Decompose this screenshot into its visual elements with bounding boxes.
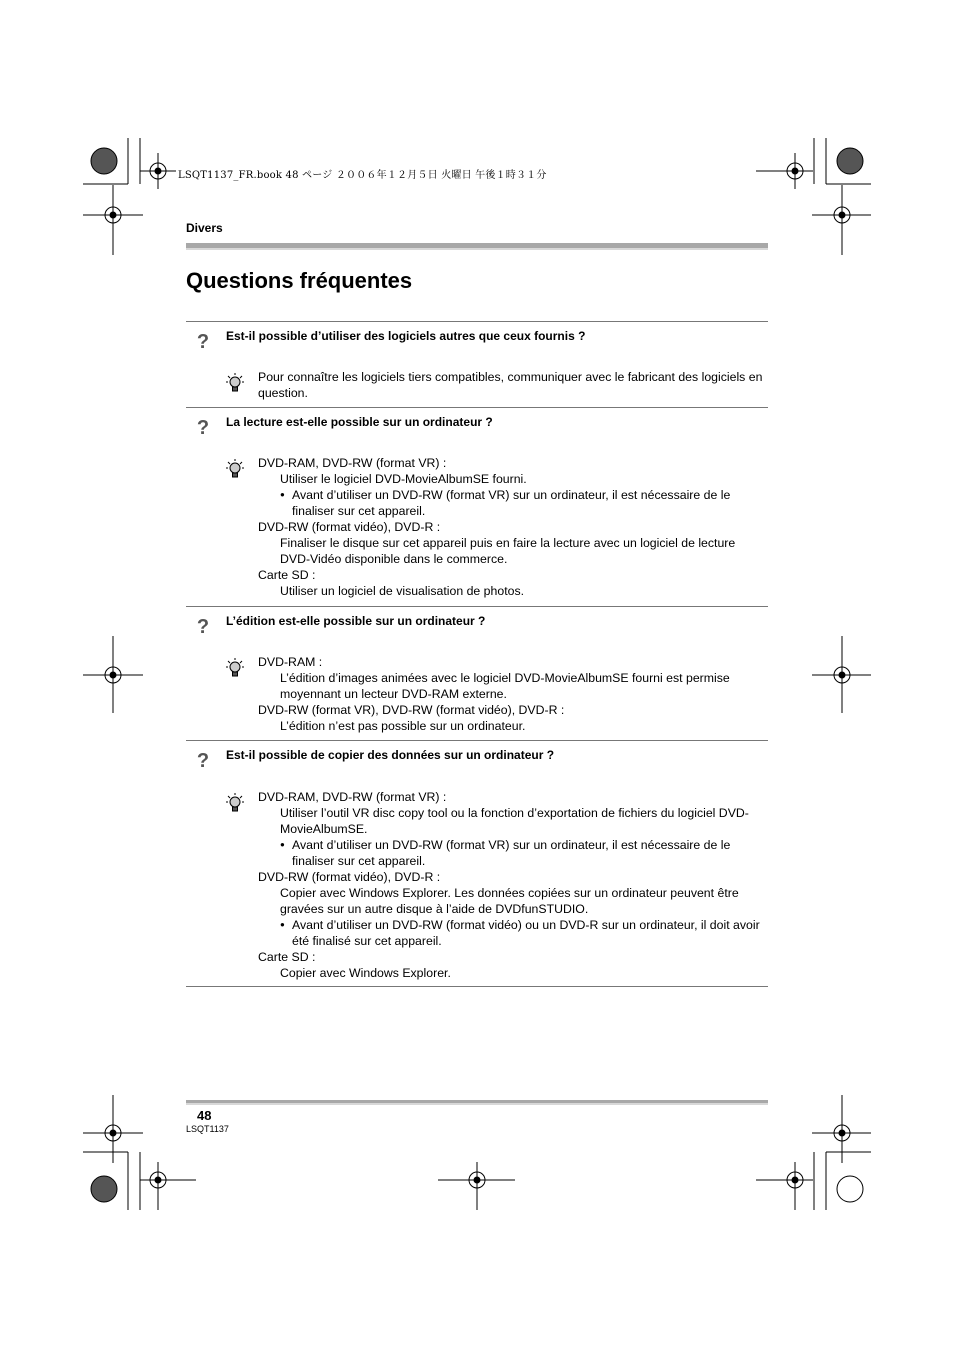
answer-bullet: ● Avant d’utiliser un DVD-RW (format VR) sur un ordinateur, il est nécessaire de le finaliser sur cet appareil. bbox=[258, 837, 763, 869]
media-type-label: DVD-RAM : bbox=[258, 655, 323, 669]
answer-text: Utiliser l’outil VR disc copy tool ou la fonction d’exportation de fichiers du logiciel DVD-MovieAlbumSE. bbox=[280, 806, 749, 836]
faq-question: L’édition est-elle possible sur un ordinateur ? bbox=[226, 614, 486, 628]
faq-question: Est-il possible de copier des données sur un ordinateur ? bbox=[226, 748, 555, 762]
page-number: 48 bbox=[197, 1108, 212, 1123]
question-mark-icon: ? bbox=[196, 417, 210, 439]
media-type-label: DVD-RW (format VR), DVD-RW (format vidéo), DVD-R : bbox=[258, 703, 565, 717]
header-rule bbox=[186, 243, 768, 250]
answer-text: Copier avec Windows Explorer. Les données copiées sur un ordinateur peuvent être gravées sur un autre disque à l’aide de DVDfunSTUDIO. bbox=[280, 886, 739, 916]
faq-end-rule bbox=[186, 986, 768, 987]
printer-slug-line: LSQT1137_FR.book 48 ページ ２００６年１２月５日 火曜日 午後１時３１分 bbox=[178, 170, 547, 181]
answer-text: Finaliser le disque sur cet appareil puis en faire la lecture avec un logiciel de lecture DVD-Vidéo disponible dans le commerce. bbox=[280, 536, 736, 566]
document-code: LSQT1137 bbox=[186, 1124, 229, 1134]
question-mark-icon: ? bbox=[196, 750, 210, 772]
section-label: Divers bbox=[186, 221, 223, 235]
media-type-label: Carte SD : bbox=[258, 950, 316, 964]
media-type-label: DVD-RW (format vidéo), DVD-R : bbox=[258, 520, 441, 534]
answer-text: L’édition d’images animées avec le logiciel DVD-MovieAlbumSE fourni est permise moyennant un lecteur DVD-RAM externe. bbox=[280, 671, 730, 701]
question-mark-icon: ? bbox=[196, 331, 210, 353]
lightbulb-icon bbox=[226, 372, 244, 394]
footer-rule bbox=[186, 1100, 768, 1105]
media-type-label: Carte SD : bbox=[258, 568, 316, 582]
answer-text: L’édition n’est pas possible sur un ordinateur. bbox=[280, 719, 526, 733]
answer-text: Pour connaître les logiciels tiers compatibles, communiquer avec le fabricant des logiciels en question. bbox=[258, 370, 763, 400]
answer-text: Utiliser le logiciel DVD-MovieAlbumSE fourni. bbox=[280, 472, 527, 486]
faq-answer bbox=[258, 654, 763, 734]
faq-item bbox=[186, 606, 768, 741]
page-title: Questions fréquentes bbox=[186, 268, 413, 293]
faq-question: Est-il possible d’utiliser des logiciels autres que ceux fournis ? bbox=[226, 329, 586, 343]
faq-item bbox=[186, 407, 768, 607]
answer-bullet: ● Avant d’utiliser un DVD-RW (format vidéo) ou un DVD-R sur un ordinateur, il doit avoir été finalisé sur cet appareil. bbox=[258, 917, 763, 949]
faq-item bbox=[186, 321, 768, 408]
media-type-label: DVD-RW (format vidéo), DVD-R : bbox=[258, 870, 441, 884]
faq-answer bbox=[258, 455, 763, 599]
lightbulb-icon bbox=[226, 657, 244, 679]
answer-text: Utiliser un logiciel de visualisation de photos. bbox=[280, 584, 525, 598]
media-type-label: DVD-RAM, DVD-RW (format VR) : bbox=[258, 790, 447, 804]
faq-answer bbox=[258, 789, 763, 981]
lightbulb-icon bbox=[226, 458, 244, 480]
answer-text: Copier avec Windows Explorer. bbox=[280, 966, 451, 980]
answer-bullet: ● Avant d’utiliser un DVD-RW (format VR) sur un ordinateur, il est nécessaire de le finaliser sur cet appareil. bbox=[258, 487, 763, 519]
lightbulb-icon bbox=[226, 792, 244, 814]
question-mark-icon: ? bbox=[196, 616, 210, 638]
faq-item bbox=[186, 740, 768, 987]
faq-question: La lecture est-elle possible sur un ordinateur ? bbox=[226, 415, 493, 429]
media-type-label: DVD-RAM, DVD-RW (format VR) : bbox=[258, 456, 447, 470]
faq-answer bbox=[258, 369, 763, 401]
